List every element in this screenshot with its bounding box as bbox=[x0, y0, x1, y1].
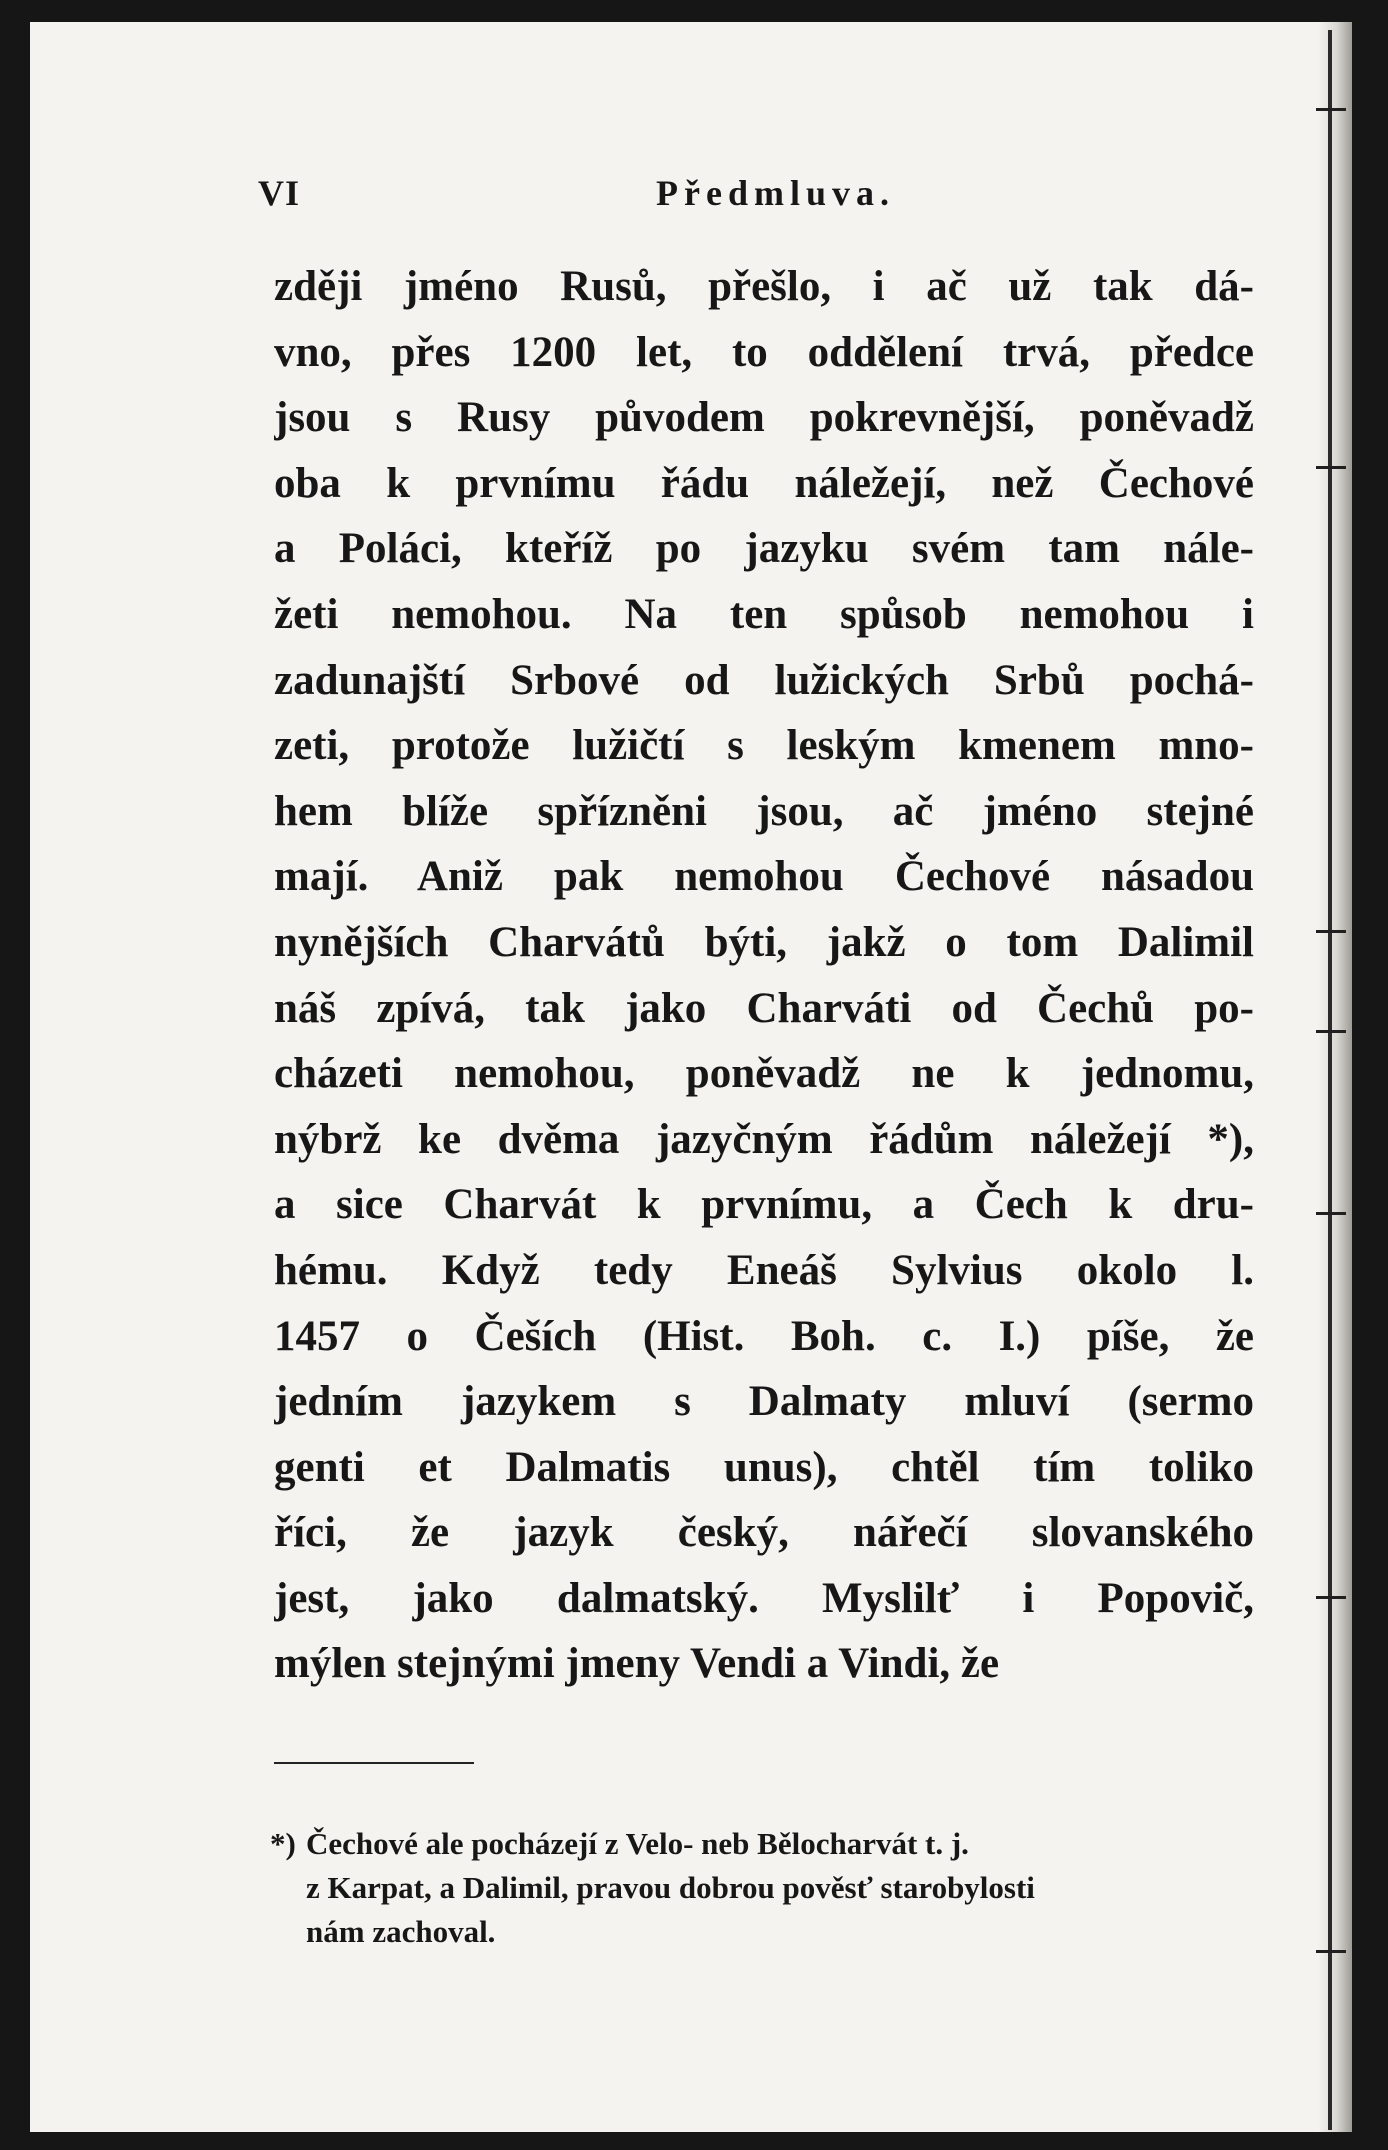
binding-tick bbox=[1316, 1950, 1346, 1953]
text-line: zději jméno Rusů, přešlo, i ač už tak dá- bbox=[274, 263, 1254, 310]
text-line: říci, že jazyk český, nářečí slovanského bbox=[274, 1509, 1254, 1557]
section-title: Předmluva. bbox=[656, 173, 895, 213]
binding-tick bbox=[1316, 1596, 1346, 1599]
text-line: a sice Charvát k prvnímu, a Čech k dru- bbox=[274, 1181, 1254, 1229]
binding-edge bbox=[1328, 30, 1332, 2130]
text-line: jedním jazykem s Dalmaty mluví (sermo bbox=[274, 1378, 1254, 1426]
body-text bbox=[274, 254, 1254, 1697]
binding-tick bbox=[1316, 466, 1346, 469]
text-line: žeti nemohou. Na ten spůsob nemohou i bbox=[274, 590, 1254, 638]
binding-tick bbox=[1316, 1212, 1346, 1215]
book-page bbox=[30, 22, 1352, 2132]
text-line: hem blíže spřízněni jsou, ač jméno stejné bbox=[274, 787, 1254, 835]
footnote-line: nám zachoval. bbox=[306, 1914, 496, 1949]
binding-tick bbox=[1316, 108, 1346, 111]
text-line: nýbrž ke dvěma jazyčným řádům náležejí *), bbox=[274, 1115, 1254, 1163]
footnote-marker: *) bbox=[270, 1826, 296, 1861]
text-line: 1457 o Češích (Hist. Boh. c. I.) píše, že bbox=[274, 1312, 1254, 1360]
binding-tick bbox=[1316, 1030, 1346, 1033]
page-number: VI bbox=[258, 173, 301, 213]
text-line: jest, jako dalmatský. Myslilť i Popovič, bbox=[274, 1574, 1254, 1622]
text-line: mýlen stejnými jmeny Vendi a Vindi, že bbox=[274, 1640, 1000, 1688]
text-line: cházeti nemohou, poněvadž ne k jednomu, bbox=[274, 1050, 1254, 1098]
text-line: nynějších Charvátů býti, jakž o tom Dalimil bbox=[274, 918, 1254, 966]
gutter-shadow bbox=[1318, 22, 1352, 2132]
text-line: a Poláci, kteříž po jazyku svém tam nále- bbox=[274, 525, 1254, 573]
text-line: mají. Aniž pak nemohou Čechové násadou bbox=[274, 853, 1254, 901]
text-line: oba k prvnímu řádu náležejí, než Čechové bbox=[274, 459, 1254, 507]
footnote-line: Čechové ale pocházejí z Velo- neb Bělocharvát t. j. bbox=[306, 1826, 969, 1861]
text-line: jsou s Rusy původem pokrevnější, poněvadž bbox=[274, 394, 1254, 442]
text-line: zadunajští Srbové od lužických Srbů pochá- bbox=[274, 656, 1254, 704]
footnote bbox=[270, 1822, 1246, 1954]
text-line: náš zpívá, tak jako Charváti od Čechů po- bbox=[274, 984, 1254, 1032]
footnote-rule bbox=[274, 1762, 474, 1764]
text-line: genti et Dalmatis unus), chtěl tím toliko bbox=[274, 1443, 1254, 1491]
text-line: hému. Když tedy Eneáš Sylvius okolo l. bbox=[274, 1246, 1254, 1294]
running-head bbox=[258, 172, 1248, 222]
binding-tick bbox=[1316, 930, 1346, 933]
text-line: zeti, protože lužičtí s leským kmenem mno- bbox=[274, 722, 1254, 770]
footnote-line: z Karpat, a Dalimil, pravou dobrou pověsť starobylosti bbox=[306, 1870, 1035, 1905]
text-line: vno, přes 1200 let, to oddělení trvá, předce bbox=[274, 328, 1254, 376]
